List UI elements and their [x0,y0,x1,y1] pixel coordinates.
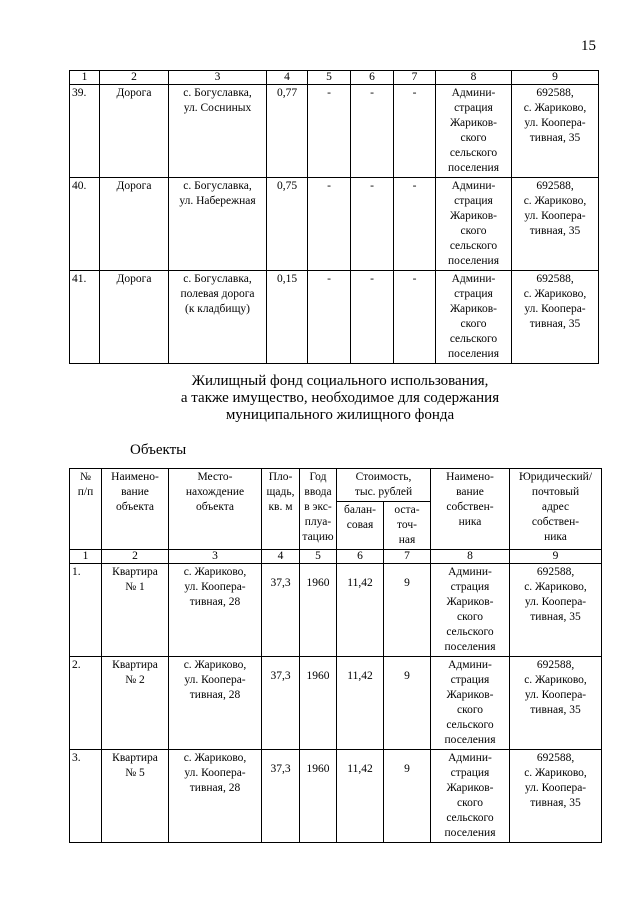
col-number: 2 [102,550,169,564]
cell-line: тацию [302,531,334,543]
cell-line: тивная, 28 [189,782,241,794]
cell-area: 37,3 [262,657,300,750]
subheading: Объекты [130,442,187,458]
col-number: 8 [436,71,512,85]
cell-line: ул. Сосниных [183,102,252,114]
cell-line: ского [456,797,484,809]
cell-line: с. Жариково, [183,566,247,578]
cell-owner [436,85,512,178]
cell-name [102,750,169,843]
cell-line: Жариков- [446,782,494,794]
cell-line: Квартира [112,752,158,764]
cell-line: поселения [444,827,496,839]
cell-line: Админи- [448,752,492,764]
cell-line: тивная, 35 [530,704,581,716]
cell-line: тивная, 35 [530,797,581,809]
cell-line: тивная, 28 [189,689,241,701]
cell-line: сельского [446,626,494,638]
cell-line: Жариков- [449,210,498,222]
col-number: 9 [510,550,602,564]
cell-line: тивная, 35 [529,132,581,144]
col-number: 4 [262,550,300,564]
cell-year: 1960 [300,657,337,750]
header-owner [431,469,510,550]
cell-line: с. Жариково, [523,102,587,114]
cell-area: 0,15 [267,271,308,364]
cell-line: ул. Коопера- [524,117,586,129]
cell-line: Наимено- [111,471,159,483]
cell-line: щадь, [266,486,295,498]
cell-num: 1. [70,564,102,657]
cell-ost: - [394,271,436,364]
cell-addr [512,271,599,364]
cell-addr [512,85,599,178]
cell-name: Дорога [100,271,169,364]
cell-line: с. Богуславка, [183,180,252,192]
cell-line: Жариков- [449,303,498,315]
cell-line: Пло- [268,471,293,483]
cell-year: - [308,271,351,364]
cell-line: № 5 [125,767,145,779]
table-row [70,271,599,364]
cell-bal: - [351,85,394,178]
cell-line: Админи- [448,566,492,578]
cell-line: поселения [444,734,496,746]
cell-line: поселения [448,348,499,360]
cell-line: ная [398,534,416,546]
cell-line: страция [454,102,493,114]
cell-line: вание [121,486,149,498]
cell-line: ул. Коопера- [184,581,246,593]
cell-line: ника [458,516,482,528]
header-residual [384,502,431,550]
cell-ost: 9 [384,657,431,750]
cell-area: 0,75 [267,178,308,271]
cell-line: с. Жариково, [524,767,587,779]
cell-year: - [308,178,351,271]
header-location [169,469,262,550]
col-number: 4 [267,71,308,85]
cell-line: 692588, [536,180,574,192]
col-number: 7 [394,71,436,85]
cell-line: совая [346,519,374,531]
cell-line: тивная, 35 [529,225,581,237]
cell-line: страция [450,767,490,779]
cell-line: ника [544,531,567,543]
cell-owner [436,271,512,364]
cell-line: с. Жариково, [183,659,247,671]
cell-name: Дорога [100,178,169,271]
cell-line: нахождение [185,486,245,498]
cell-line: № 1 [125,581,145,593]
cell-line: ул. Коопера- [524,596,587,608]
cell-line: Наимено- [446,471,494,483]
cell-name [102,657,169,750]
cell-line: 692588, [536,566,575,578]
cell-line: плуа- [304,516,332,528]
cell-line: сельского [449,333,498,345]
cell-line: страция [450,674,490,686]
cell-line: страция [450,581,490,593]
cell-loc [169,178,267,271]
cell-line: Админи- [448,659,492,671]
heading-line: Жилищный фонд социального использования, [191,373,489,389]
cell-line: ского [456,611,484,623]
housing-table [69,468,602,843]
header-row [70,469,602,502]
cell-line: объекта [195,501,235,513]
cell-year: 1960 [300,750,337,843]
cell-line: с. Богуславка, [183,87,252,99]
cell-addr [510,657,602,750]
cell-line: Жариков- [446,689,494,701]
cell-line: сельского [446,812,494,824]
cell-line: ул. Коопера- [184,767,246,779]
cell-line: поселения [448,255,499,267]
cell-line: ул. Набережная [179,195,256,207]
cell-ost: 9 [384,564,431,657]
cell-addr [510,750,602,843]
header-num [70,469,102,550]
cell-owner [431,750,510,843]
cell-line: Админи- [451,87,496,99]
col-number: 6 [337,550,384,564]
col-number: 9 [512,71,599,85]
cell-owner [431,564,510,657]
cell-line: кв. м [268,501,293,513]
cell-line: собствен- [446,501,494,513]
cell-bal: - [351,178,394,271]
col-number: 3 [169,550,262,564]
cell-line: почтовый [531,486,580,498]
cell-line: с. Жариково, [524,674,587,686]
cell-line: ского [460,318,487,330]
table-row [70,657,602,750]
cell-owner [436,178,512,271]
header-address [510,469,602,550]
col-number: 1 [70,71,100,85]
cell-name: Дорога [100,85,169,178]
cell-addr [510,564,602,657]
cell-num: 40. [70,178,100,271]
cell-num: 41. [70,271,100,364]
cell-line: поселения [444,641,496,653]
cell-num: 39. [70,85,100,178]
cell-owner [431,657,510,750]
cell-line: оста- [394,504,420,516]
cell-line: (к кладбищу) [184,303,250,315]
col-number: 6 [351,71,394,85]
cell-line: ввода [304,486,332,498]
cell-line: Место- [197,471,233,483]
heading-line: муниципального жилищного фонда [225,407,455,423]
cell-line: в экс- [304,501,332,513]
cell-line: Юридический/ [518,471,593,483]
cell-line: Год [309,471,327,483]
cell-line: ул. Коопера- [524,210,586,222]
cell-line: Админи- [451,273,496,285]
cell-num: 2. [70,657,102,750]
cell-line: точ- [397,519,417,531]
table-row [70,750,602,843]
cell-line: Квартира [112,566,158,578]
table-row [70,178,599,271]
col-number: 5 [300,550,337,564]
heading-line: а также имущество, необходимое для содержания [180,390,500,406]
col-number: 7 [384,550,431,564]
cell-line: страция [454,288,493,300]
cell-line: с. Жариково, [523,195,587,207]
cell-line: собствен- [531,516,580,528]
col-number: 2 [100,71,169,85]
cell-line: с. Жариково, [183,752,247,764]
cell-year: - [308,85,351,178]
col-number: 1 [70,550,102,564]
cell-line: страция [454,195,493,207]
cell-bal: - [351,271,394,364]
column-number-row [70,550,602,564]
cell-line: 692588, [536,273,574,285]
cell-line: сельского [449,240,498,252]
cell-line: ского [460,225,487,237]
cell-line: объекта [115,501,155,513]
cell-line: ского [456,704,484,716]
cell-loc [169,564,262,657]
cell-ost: 9 [384,750,431,843]
cell-line: тыс. рублей [354,486,413,498]
cell-line: с. Жариково, [523,288,587,300]
cell-name [102,564,169,657]
cell-line: Админи- [451,180,496,192]
cell-num: 3. [70,750,102,843]
cell-line: тивная, 35 [530,611,581,623]
cell-line: ул. Коопера- [184,674,246,686]
cell-line: полевая дорога [180,288,255,300]
cell-line: Жариков- [446,596,494,608]
cell-line: ул. Коопера- [524,689,587,701]
cell-ost: - [394,85,436,178]
cell-line: тивная, 28 [189,596,241,608]
col-number: 3 [169,71,267,85]
cell-loc [169,657,262,750]
header-area [262,469,300,550]
cell-line: вание [456,486,484,498]
cell-bal: 11,42 [337,564,384,657]
cell-line: сельского [449,147,498,159]
cell-line: Жариков- [449,117,498,129]
cell-line: тивная, 35 [529,318,581,330]
cell-line: п/п [77,486,94,498]
cell-area: 0,77 [267,85,308,178]
cell-line: 692588, [536,752,575,764]
cell-ost: - [394,178,436,271]
table-row [70,564,602,657]
cell-line: № [80,471,91,483]
col-number: 8 [431,550,510,564]
cell-line: с. Богуславка, [183,273,252,285]
cell-line: сельского [446,719,494,731]
cell-area: 37,3 [262,564,300,657]
cell-bal: 11,42 [337,657,384,750]
cell-line: Стоимость, [355,471,412,483]
cell-line: 692588, [536,659,575,671]
cell-line: ул. Коопера- [524,303,586,315]
column-number-row [70,71,599,85]
cell-line: 692588, [536,87,574,99]
roads-table [69,70,599,364]
cell-line: ского [460,132,487,144]
cell-loc [169,271,267,364]
header-balance [337,502,384,550]
header-cost [337,469,431,502]
cell-year: 1960 [300,564,337,657]
cell-line: № 2 [125,674,145,686]
cell-loc [169,750,262,843]
cell-line: с. Жариково, [524,581,587,593]
cell-line: Квартира [112,659,158,671]
cell-bal: 11,42 [337,750,384,843]
cell-line: поселения [448,162,499,174]
cell-line: ул. Коопера- [524,782,587,794]
cell-line: балан- [344,504,376,516]
cell-area: 37,3 [262,750,300,843]
page-number: 15 [581,38,596,54]
cell-loc [169,85,267,178]
table-row [70,85,599,178]
section-heading [0,373,640,424]
header-name [102,469,169,550]
cell-line: адрес [541,501,570,513]
cell-addr [512,178,599,271]
header-year [300,469,337,550]
col-number: 5 [308,71,351,85]
